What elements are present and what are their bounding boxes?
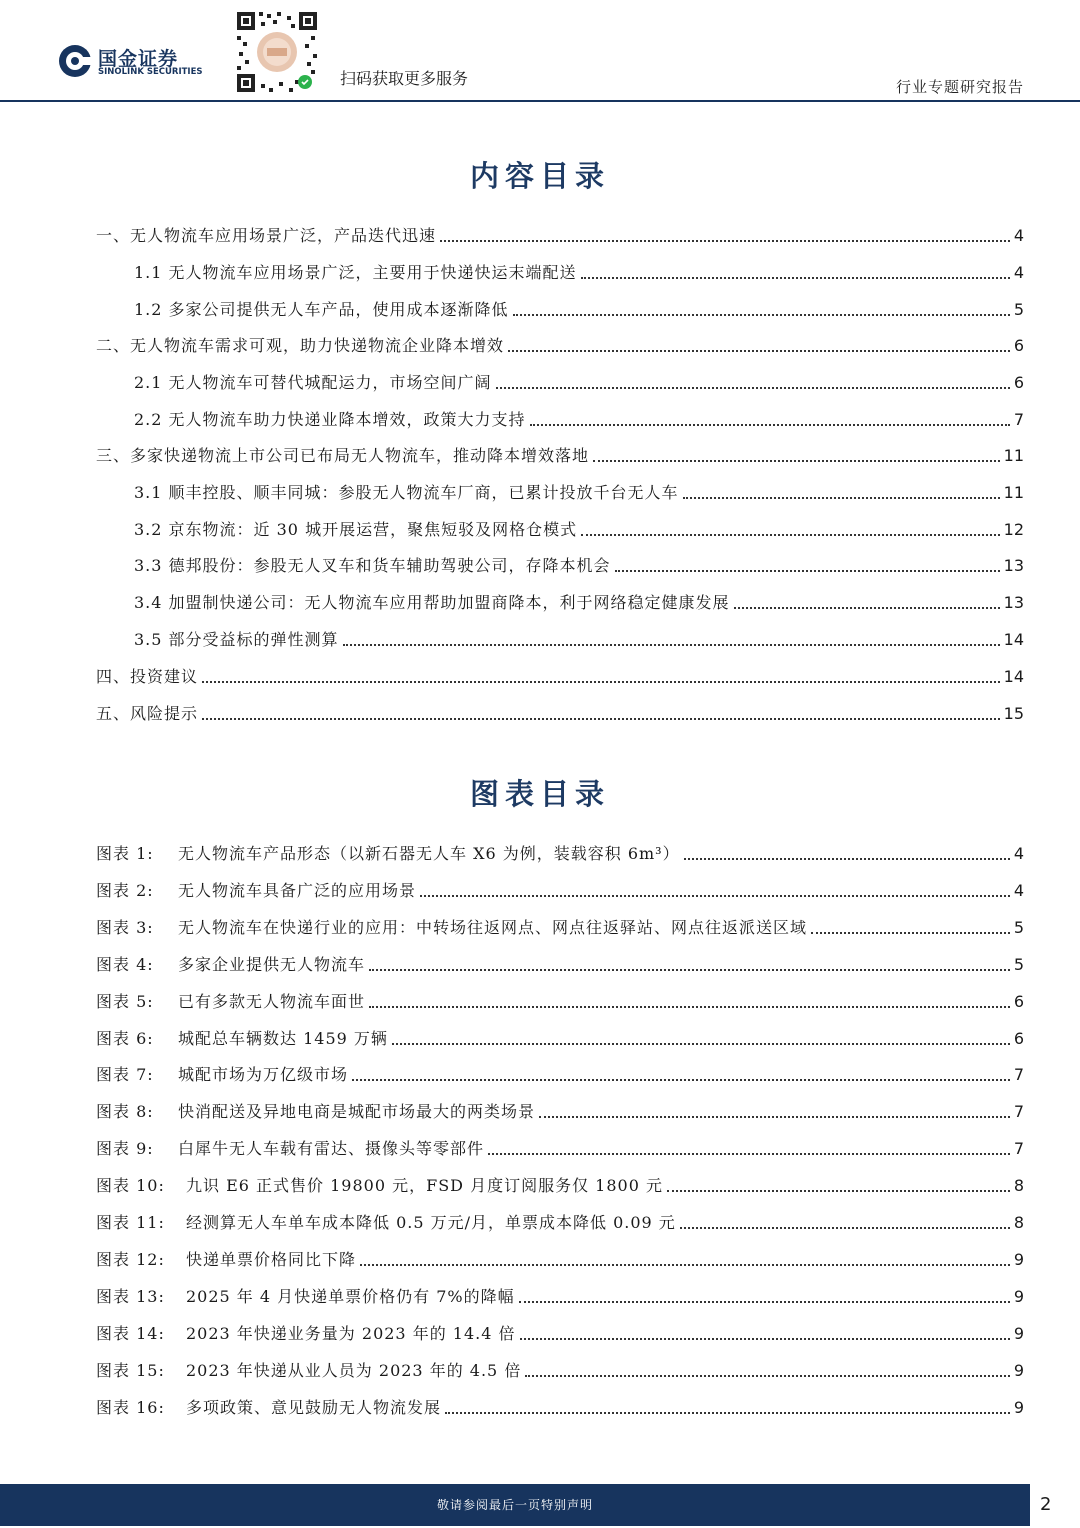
figure-leader-dots bbox=[811, 931, 1010, 934]
figure-leader-dots bbox=[684, 857, 1010, 860]
figure-entry-page: 9 bbox=[1013, 1397, 1024, 1417]
figure-entry-number: 图表 4: bbox=[96, 954, 154, 974]
toc-leader-dots bbox=[343, 643, 1000, 646]
page-header bbox=[0, 0, 1080, 102]
sinolink-logo-icon bbox=[58, 44, 92, 78]
figure-entry[interactable] bbox=[96, 1210, 1024, 1233]
header-divider bbox=[0, 100, 1080, 102]
figure-entry-page: 9 bbox=[1013, 1360, 1024, 1380]
figure-leader-dots bbox=[667, 1189, 1010, 1192]
figure-entry-label: 2023 年快递业务量为 2023 年的 14.4 倍 bbox=[186, 1323, 516, 1343]
toc-entry-label: 二、无人物流车需求可观，助力快递物流企业降本增效 bbox=[96, 336, 505, 355]
figure-entry[interactable] bbox=[96, 1284, 1024, 1307]
figure-entry-page: 9 bbox=[1013, 1286, 1024, 1306]
figure-entry[interactable] bbox=[96, 952, 1024, 975]
toc-leader-dots bbox=[202, 717, 1000, 720]
toc-entry-label: 3.5 部分受益标的弹性测算 bbox=[134, 630, 339, 649]
toc-entry[interactable] bbox=[134, 517, 1024, 540]
toc-entry-page: 11 bbox=[1003, 446, 1024, 465]
figure-leader-dots bbox=[525, 1374, 1009, 1377]
figure-entry-label: 无人物流车产品形态（以新石器无人车 X6 为例，装载容积 6m³） bbox=[178, 844, 680, 863]
figure-entry[interactable] bbox=[96, 1173, 1024, 1196]
toc-entry[interactable] bbox=[134, 260, 1024, 283]
toc-title: 内容目录 bbox=[469, 159, 610, 193]
toc-leader-dots bbox=[581, 533, 1000, 536]
toc-entry[interactable] bbox=[96, 664, 1024, 687]
figure-entry-label: 2023 年快递从业人员为 2023 年的 4.5 倍 bbox=[186, 1360, 522, 1380]
figure-entry[interactable] bbox=[96, 1136, 1024, 1159]
toc-entry-page: 13 bbox=[1003, 556, 1024, 575]
figure-entry[interactable] bbox=[96, 1026, 1024, 1049]
figure-entry-label: 城配总车辆数达 1459 万辆 bbox=[178, 1028, 388, 1048]
toc-leader-dots bbox=[581, 276, 1010, 279]
toc-leader-dots bbox=[202, 680, 1000, 683]
toc-entry[interactable] bbox=[96, 223, 1024, 246]
figure-entry-number: 图表 2: bbox=[96, 880, 154, 900]
toc-entry-label: 2.2 无人物流车助力快递业降本增效，政策大力支持 bbox=[134, 410, 526, 429]
toc-entry-label: 五、风险提示 bbox=[96, 704, 199, 723]
toc-entry-page: 6 bbox=[1013, 373, 1024, 392]
figure-leader-dots bbox=[520, 1337, 1010, 1340]
figure-entry[interactable] bbox=[96, 1062, 1024, 1085]
figure-leader-dots bbox=[420, 894, 1010, 897]
figure-entry-label: 城配市场为万亿级市场 bbox=[178, 1065, 349, 1085]
scan-for-service-text: 扫码获取更多服务 bbox=[340, 69, 469, 88]
figure-entry[interactable] bbox=[96, 915, 1024, 938]
figure-entry-label: 无人物流车在快递行业的应用：中转场往返网点、网点往返驿站、网点往返派送区域 bbox=[178, 917, 808, 937]
figure-entry-label: 经测算无人车单车成本降低 0.5 万元/月，单票成本降低 0.09 元 bbox=[186, 1213, 676, 1232]
toc-leader-dots bbox=[513, 313, 1010, 316]
toc-entry-label: 3.2 京东物流：近 30 城开展运营，聚焦短驳及网格仓模式 bbox=[134, 520, 578, 539]
figure-entry-number: 图表 11: bbox=[96, 1213, 165, 1232]
toc-entry-page: 4 bbox=[1013, 263, 1024, 282]
toc-entry[interactable] bbox=[96, 701, 1024, 724]
figure-entry-label: 白犀牛无人车载有雷达、摄像头等零部件 bbox=[178, 1139, 485, 1159]
figure-entry-number: 图表 7: bbox=[96, 1065, 154, 1085]
figure-entry-page: 9 bbox=[1013, 1323, 1024, 1343]
toc-leader-dots bbox=[734, 606, 1000, 609]
figure-entry[interactable] bbox=[96, 1321, 1024, 1344]
figure-leader-dots bbox=[360, 1263, 1010, 1266]
figure-entry-label: 九识 E6 正式售价 19800 元，FSD 月度订阅服务仅 1800 元 bbox=[186, 1176, 663, 1196]
toc-leader-dots bbox=[593, 459, 1000, 462]
figures-toc-title: 图表目录 bbox=[469, 777, 610, 811]
figure-entry-page: 4 bbox=[1013, 844, 1024, 863]
toc-entry-page: 7 bbox=[1013, 410, 1024, 429]
figure-entry-label: 多家企业提供无人物流车 bbox=[178, 954, 366, 974]
figure-entry-number: 图表 10: bbox=[96, 1176, 165, 1196]
toc-entry-page: 4 bbox=[1013, 226, 1024, 245]
figure-leader-dots bbox=[488, 1152, 1010, 1155]
figure-leader-dots bbox=[539, 1115, 1010, 1118]
figure-entry-page: 9 bbox=[1013, 1249, 1024, 1269]
figure-entry[interactable] bbox=[96, 1358, 1024, 1381]
toc-entry[interactable] bbox=[96, 443, 1024, 466]
toc-entry-page: 14 bbox=[1003, 630, 1024, 649]
figure-entry[interactable] bbox=[96, 1247, 1024, 1270]
figure-entry[interactable] bbox=[96, 878, 1024, 901]
toc-leader-dots bbox=[508, 349, 1010, 352]
figure-leader-dots bbox=[680, 1226, 1010, 1229]
figure-entry-number: 图表 3: bbox=[96, 917, 154, 937]
figure-entry[interactable] bbox=[96, 989, 1024, 1012]
figure-entry-number: 图表 5: bbox=[96, 991, 154, 1011]
figure-entry-number: 图表 1: bbox=[96, 844, 154, 863]
toc-entry-label: 1.1 无人物流车应用场景广泛，主要用于快递快运末端配送 bbox=[134, 263, 577, 282]
figure-entry-page: 5 bbox=[1013, 954, 1024, 974]
toc-leader-dots bbox=[683, 496, 1000, 499]
page-footer bbox=[0, 1484, 1080, 1528]
figure-entry-label: 多项政策、意见鼓励无人物流发展 bbox=[186, 1397, 442, 1417]
logo-chinese-name: 国金证券 bbox=[98, 48, 179, 70]
figure-entry-label: 已有多款无人物流车面世 bbox=[178, 991, 366, 1011]
toc-entry[interactable] bbox=[134, 297, 1024, 320]
toc-entry-label: 2.1 无人物流车可替代城配运力，市场空间广阔 bbox=[134, 373, 492, 392]
toc-leader-dots bbox=[615, 569, 1000, 572]
figure-entry-page: 7 bbox=[1013, 1139, 1024, 1159]
toc-leader-dots bbox=[496, 386, 1010, 389]
toc-entry-label: 3.3 德邦股份：参股无人叉车和货车辅助驾驶公司，存降本机会 bbox=[134, 556, 611, 575]
figure-entry-number: 图表 15: bbox=[96, 1360, 165, 1380]
figure-leader-dots bbox=[369, 1005, 1010, 1008]
figure-entry-number: 图表 8: bbox=[96, 1102, 154, 1122]
figure-leader-dots bbox=[369, 968, 1010, 971]
figure-entry-number: 图表 9: bbox=[96, 1139, 154, 1159]
toc-entry-page: 14 bbox=[1003, 667, 1024, 686]
toc-entry-page: 12 bbox=[1003, 520, 1024, 539]
toc-entry[interactable] bbox=[134, 370, 1024, 393]
figure-entry-page: 6 bbox=[1013, 991, 1024, 1011]
toc-entry-label: 一、无人物流车应用场景广泛，产品迭代迅速 bbox=[96, 226, 437, 245]
footer-disclaimer-notice: 敬请参阅最后一页特别声明 bbox=[436, 1498, 593, 1512]
page-number: 2 bbox=[1040, 1494, 1052, 1515]
figure-leader-dots bbox=[392, 1042, 1010, 1045]
figure-entry-number: 图表 16: bbox=[96, 1397, 165, 1417]
figure-leader-dots bbox=[352, 1078, 1010, 1081]
report-type-label: 行业专题研究报告 bbox=[895, 78, 1024, 96]
figure-entry-page: 8 bbox=[1013, 1176, 1024, 1196]
figure-entry-number: 图表 13: bbox=[96, 1286, 165, 1306]
toc-entry-label: 三、多家快递物流上市公司已布局无人物流车，推动降本增效落地 bbox=[96, 446, 590, 465]
toc-entry-page: 6 bbox=[1013, 336, 1024, 355]
figure-entry-label: 快递单票价格同比下降 bbox=[186, 1249, 357, 1269]
figure-entry-page: 8 bbox=[1013, 1213, 1024, 1232]
toc-entry-label: 3.4 加盟制快递公司：无人物流车应用帮助加盟商降本，利于网络稳定健康发展 bbox=[134, 593, 730, 612]
qr-code-icon bbox=[233, 8, 321, 96]
toc-entry[interactable] bbox=[96, 333, 1024, 356]
toc-entry[interactable] bbox=[134, 480, 1024, 503]
toc-entry[interactable] bbox=[134, 553, 1024, 576]
toc-entry-label: 1.2 多家公司提供无人车产品，使用成本逐渐降低 bbox=[134, 300, 509, 319]
figure-leader-dots bbox=[519, 1300, 1010, 1303]
figure-entry-label: 2025 年 4 月快递单票价格仍有 7%的降幅 bbox=[186, 1286, 515, 1306]
figure-leader-dots bbox=[445, 1411, 1010, 1414]
figure-entry-number: 图表 6: bbox=[96, 1028, 154, 1048]
toc-entry-page: 13 bbox=[1003, 593, 1024, 612]
toc-entry[interactable] bbox=[134, 407, 1024, 430]
company-logo bbox=[58, 44, 208, 80]
figure-entry-label: 无人物流车具备广泛的应用场景 bbox=[178, 880, 417, 900]
toc-leader-dots bbox=[530, 423, 1010, 426]
toc-leader-dots bbox=[440, 239, 1010, 242]
figure-entry[interactable] bbox=[96, 1395, 1024, 1418]
toc-entry-page: 5 bbox=[1013, 300, 1024, 319]
toc-entry[interactable] bbox=[134, 590, 1024, 613]
toc-entry-page: 15 bbox=[1003, 704, 1024, 723]
toc-entry-label: 3.1 顺丰控股、顺丰同城：参股无人物流车厂商，已累计投放千台无人车 bbox=[134, 483, 679, 502]
figure-entry-page: 7 bbox=[1013, 1102, 1024, 1122]
figure-entry-page: 5 bbox=[1013, 917, 1024, 937]
toc-entry[interactable] bbox=[134, 627, 1024, 650]
figure-entry-number: 图表 14: bbox=[96, 1323, 165, 1343]
toc-entry-page: 11 bbox=[1003, 483, 1024, 502]
toc-entry-label: 四、投资建议 bbox=[96, 667, 199, 686]
figure-entry[interactable] bbox=[96, 841, 1024, 864]
figure-entry-page: 4 bbox=[1013, 880, 1024, 900]
logo-english-name: SINOLINK SECURITIES bbox=[98, 67, 203, 77]
figure-entry-page: 6 bbox=[1013, 1028, 1024, 1048]
figure-entry-number: 图表 12: bbox=[96, 1249, 165, 1269]
figure-entry-page: 7 bbox=[1013, 1065, 1024, 1085]
figure-entry-label: 快消配送及异地电商是城配市场最大的两类场景 bbox=[178, 1102, 536, 1122]
figure-entry[interactable] bbox=[96, 1099, 1024, 1122]
